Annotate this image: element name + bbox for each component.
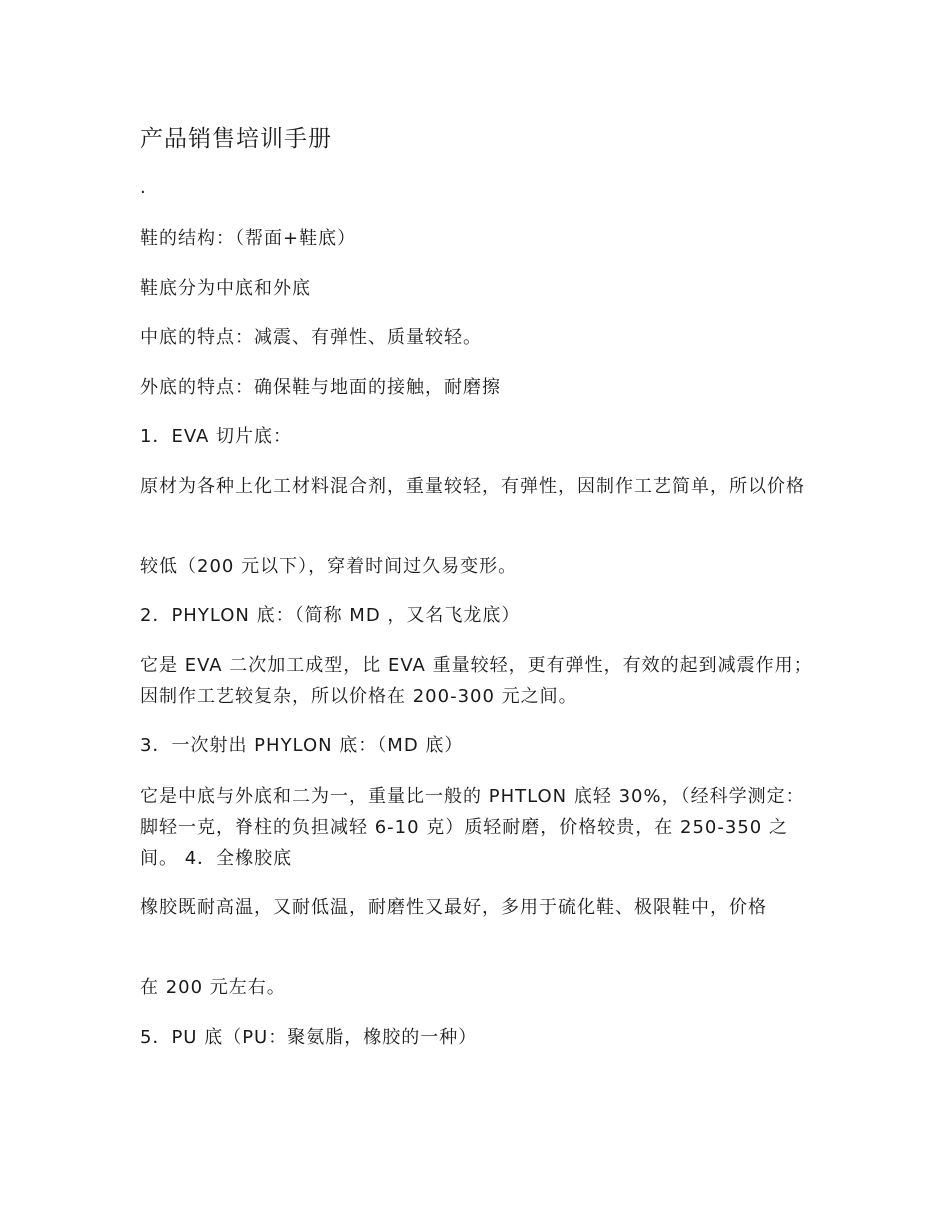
heading-eva-sole: 1．EVA 切片底： bbox=[140, 426, 293, 447]
document-title: 产品销售培训手册 bbox=[140, 126, 332, 152]
paragraph-sole-types: 鞋底分为中底和外底 bbox=[140, 278, 311, 299]
paragraph-shoe-structure: 鞋的结构：（帮面+鞋底） bbox=[140, 228, 357, 249]
heading-pu-sole: 5．PU 底（PU：聚氨脂，橡胶的一种） bbox=[140, 1027, 478, 1048]
paragraph-midsole-features: 中底的特点：减震、有弹性、质量较轻。 bbox=[140, 327, 482, 348]
paragraph-eva-description: 原材为各种上化工材料混合剂，重量较轻，有弹性，因制作工艺简单，所以价格 bbox=[140, 476, 805, 497]
heading-injection-phylon: 3．一次射出 PHYLON 底：（MD 底） bbox=[140, 735, 464, 756]
paragraph-phylon-description: 它是 EVA 二次加工成型，比 EVA 重量较轻，更有弹性，有效的起到减震作用； 因制作工艺较复杂，所以价格在 200-300 元之间。 bbox=[140, 655, 813, 707]
paragraph-eva-price: 较低（200 元以下），穿着时间过久易变形。 bbox=[140, 556, 518, 577]
paragraph-rubber-description: 橡胶既耐高温，又耐低温，耐磨性又最好，多用于硫化鞋、极限鞋中，价格 bbox=[140, 897, 767, 918]
paragraph-injection-description: 它是中底与外底和二为一，重量比一般的 PHTLON 底轻 30%，（经科学测定：脚轻一克，脊柱的负担减轻 6-10 克）质轻耐磨，价格较贵，在 250-350 之间。 4．全橡胶底 bbox=[140, 786, 805, 869]
paragraph-rubber-price: 在 200 元左右。 bbox=[140, 977, 286, 998]
heading-phylon-sole: 2．PHYLON 底：（简称 MD ，又名飞龙底） bbox=[140, 605, 521, 626]
separator-dot: . bbox=[140, 177, 146, 198]
paragraph-outsole-features: 外底的特点：确保鞋与地面的接触，耐磨擦 bbox=[140, 377, 501, 398]
